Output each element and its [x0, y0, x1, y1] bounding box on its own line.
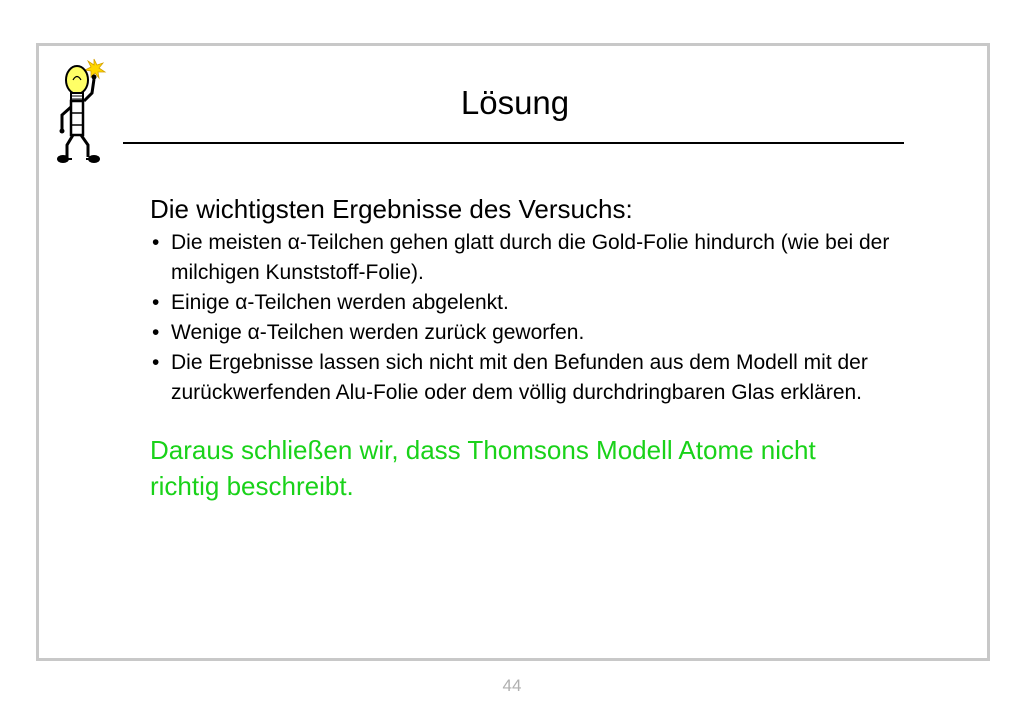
list-item: [150, 228, 891, 288]
slide-content: [150, 192, 910, 504]
conclusion-text: Daraus schließen wir, dass Thomsons Modell Atome nicht richtig beschreibt.: [150, 435, 816, 501]
result-list: [150, 228, 910, 408]
list-item: [150, 318, 891, 348]
list-item: [150, 348, 891, 408]
list-item-text: Die Ergebnisse lassen sich nicht mit den Befunden aus dem Modell mit der zurückwerfenden Alu-Folie oder dem völlig durchdringbaren Glas erklären.: [171, 351, 868, 404]
bullet-icon: •: [152, 351, 160, 374]
page-number: 44: [502, 676, 522, 695]
bullet-icon: •: [152, 231, 160, 254]
slide-title: Lösung: [460, 84, 570, 121]
title-divider: [123, 142, 904, 144]
lightbulb-stick-figure-icon: [50, 55, 110, 167]
bullet-icon: •: [152, 291, 160, 314]
list-item-text: Wenige α-Teilchen werden zurück geworfen.: [171, 321, 585, 344]
list-item: [150, 288, 891, 318]
list-item-text: Die meisten α-Teilchen gehen glatt durch die Gold-Folie hindurch (wie bei der milchigen Kunststoff-Folie).: [171, 231, 890, 284]
bullet-icon: •: [152, 321, 160, 344]
lead-heading: Die wichtigsten Ergebnisse des Versuchs:: [150, 194, 633, 224]
list-item-text: Einige α-Teilchen werden abgelenkt.: [171, 291, 509, 314]
